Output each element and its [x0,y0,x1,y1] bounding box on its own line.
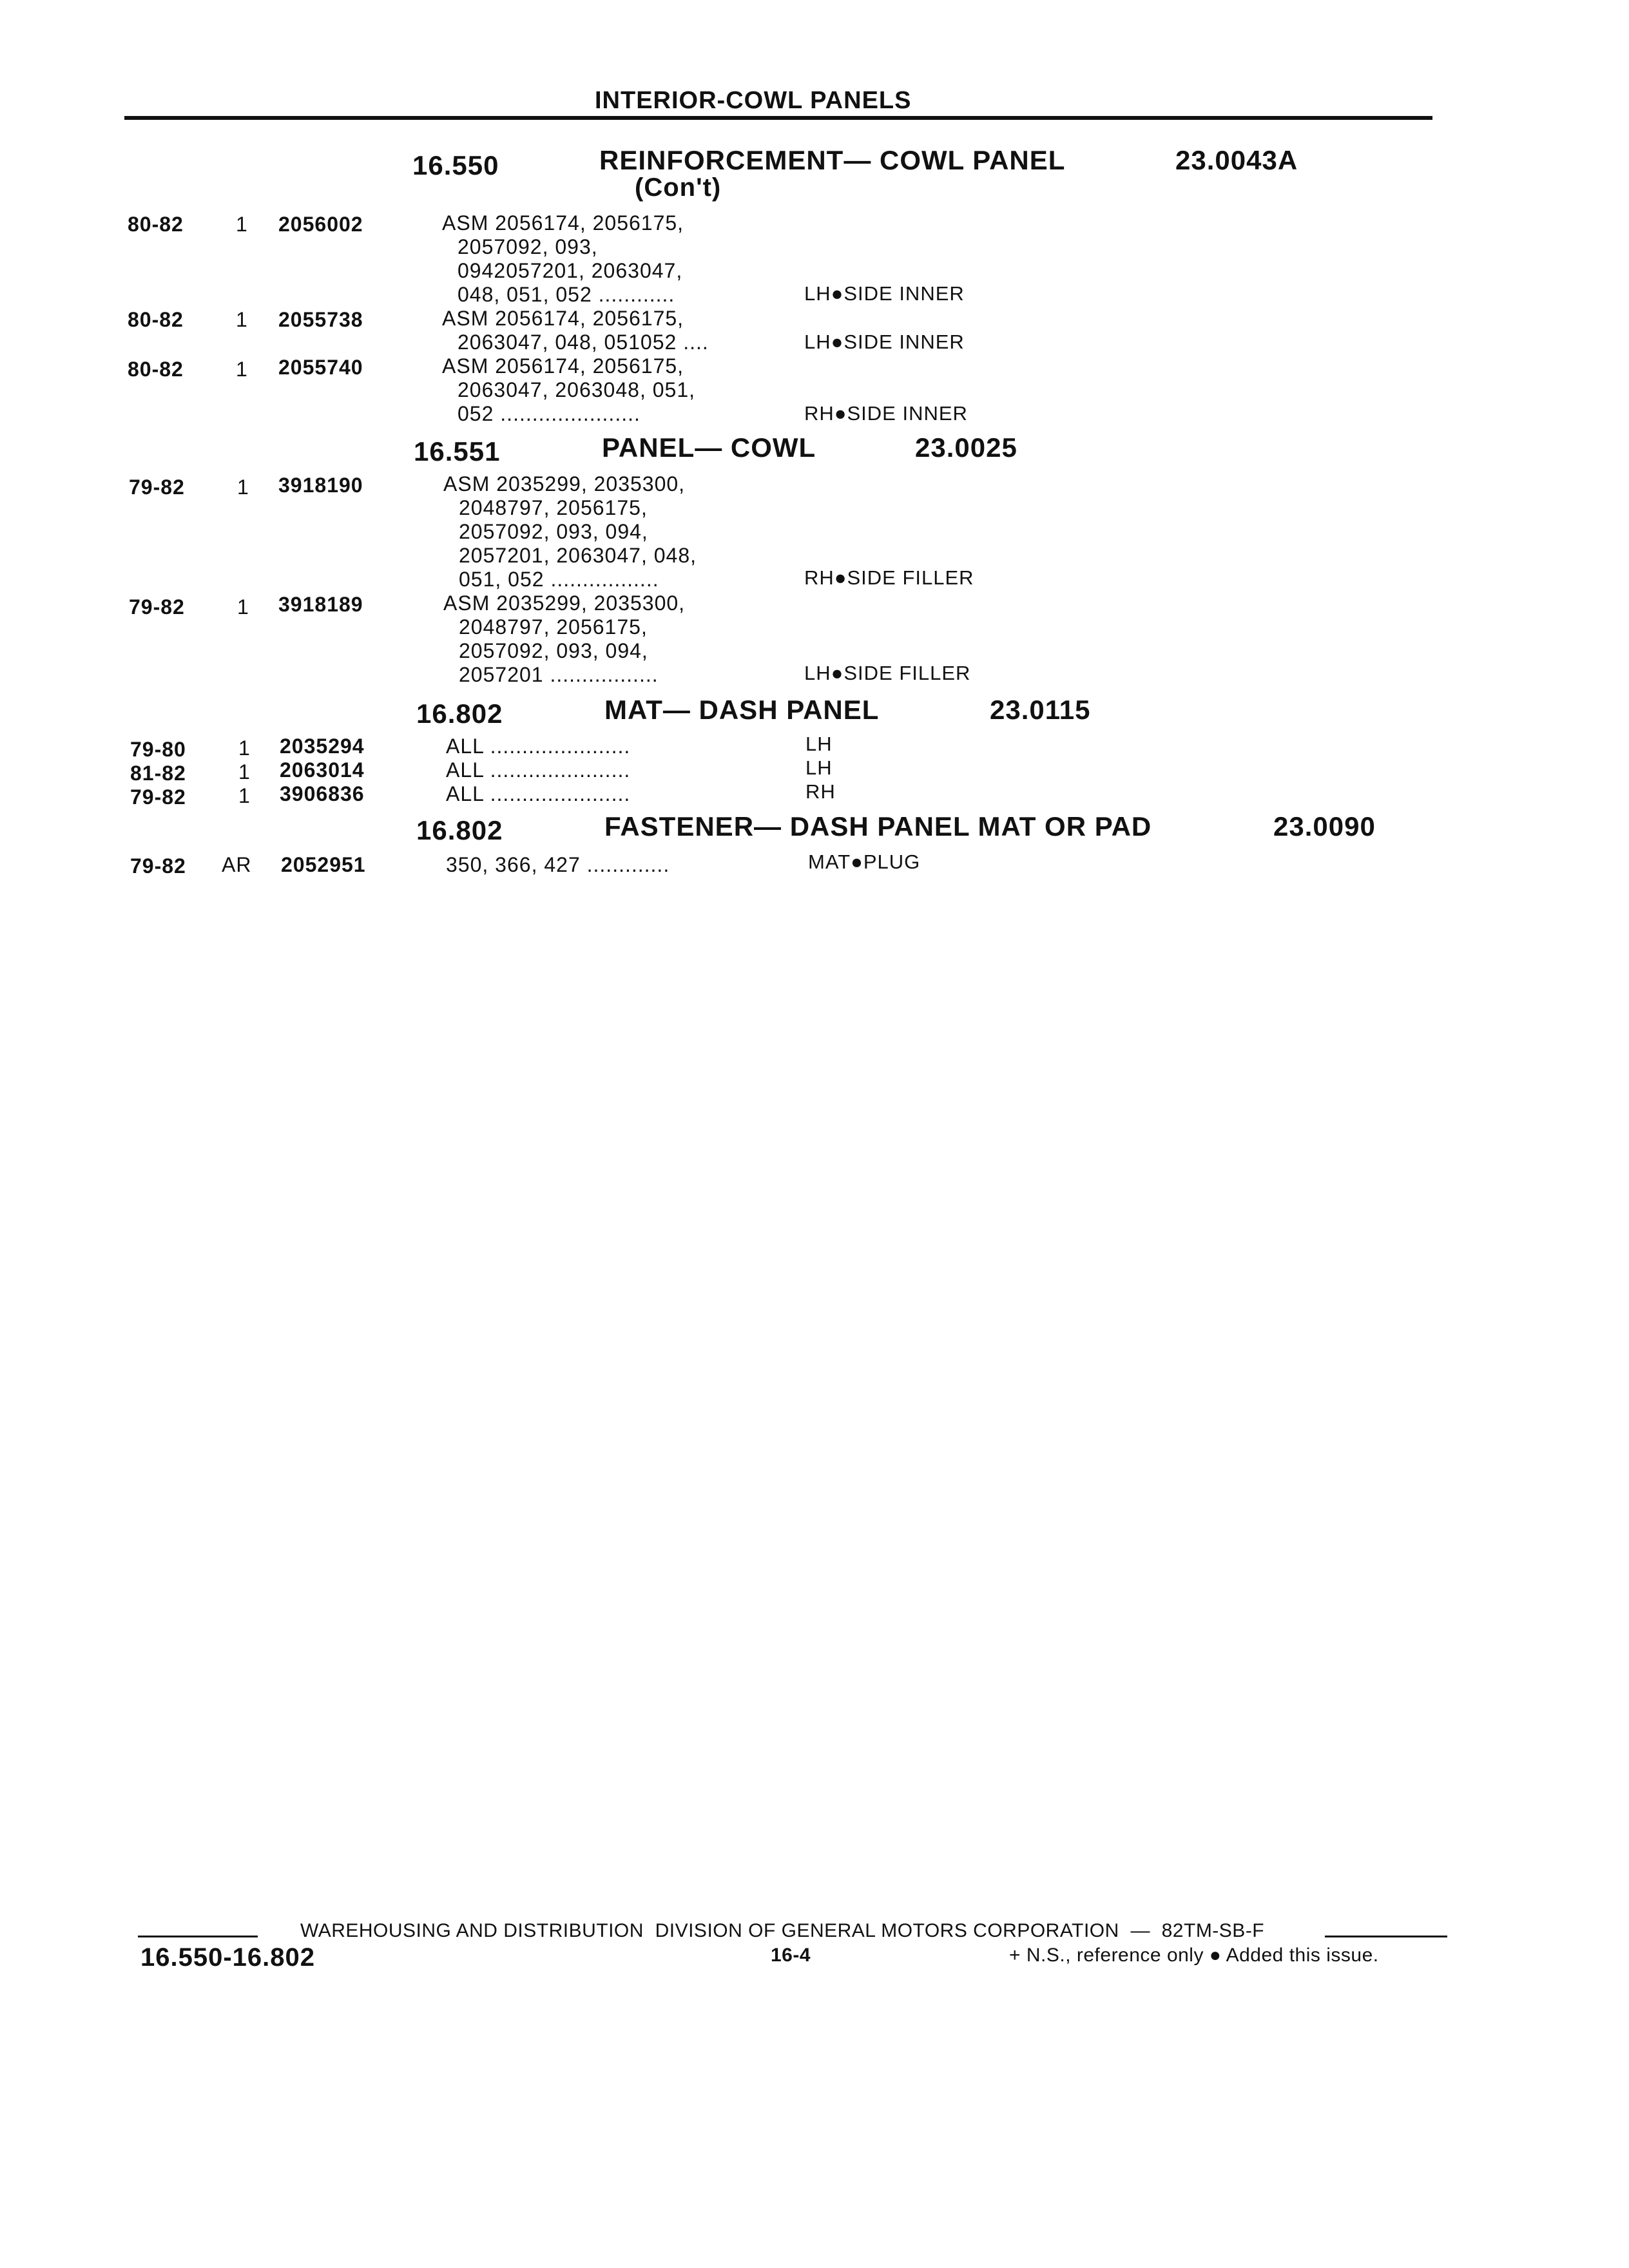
position-note: LH●SIDE INNER [804,282,965,305]
section-title: PANEL— COWL [602,432,816,463]
position-note: LH [805,756,833,779]
description-line: 2048797, 2056175, [459,496,648,519]
section-number: 16.802 [416,698,503,729]
year-range: 79-80 [130,738,186,761]
year-range: 80-82 [128,308,184,331]
position-note: LH [805,733,833,755]
position-note: LH●SIDE FILLER [804,662,971,684]
footer-section-range: 16.550-16.802 [140,1943,316,1972]
year-range: 80-82 [128,358,184,381]
description-line: 048, 051, 052 ............ [458,283,675,306]
part-number: 2055738 [278,308,363,331]
description-line: ASM 2056174, 2056175, [442,307,684,330]
year-range: 80-82 [128,213,184,236]
description-line: 2057092, 093, 094, [459,639,648,662]
section-code: 23.0025 [915,432,1017,463]
year-range: 79-82 [130,785,186,809]
section-code: 23.0043A [1175,145,1298,175]
description-line: 2057201 ................. [459,663,659,686]
position-note: RH●SIDE FILLER [804,566,974,589]
description-line: 2063047, 048, 051052 .... [458,331,709,354]
quantity: 1 [238,760,251,783]
description-line: ALL ...................... [446,735,631,758]
part-number: 2063014 [280,758,365,782]
section-code: 23.0090 [1273,811,1376,841]
section-title: REINFORCEMENT— COWL PANEL [599,145,1066,175]
year-range: 79-82 [129,476,185,499]
footer-legend: + N.S., reference only ● Added this issue. [1009,1945,1379,1966]
position-note: RH●SIDE INNER [804,402,968,425]
quantity: 1 [236,308,248,331]
description-line: ALL ...................... [446,782,631,805]
description-line: 051, 052 ................. [459,568,659,591]
section-number: 16.550 [412,150,499,180]
header-rule [124,116,1432,120]
description-line: ASM 2035299, 2035300, [443,472,686,495]
part-number: 2056002 [278,213,363,236]
quantity: 1 [238,736,251,760]
description-line: 350, 366, 427 ............. [446,853,670,876]
quantity: 1 [236,358,248,381]
description-line: 2063047, 2063048, 051, [458,378,695,401]
footer-corporation: WAREHOUSING AND DISTRIBUTION DIVISION OF GENERAL MOTORS CORPORATION — 82TM-SB-F [300,1920,1265,1941]
footer-rule-right [1325,1936,1447,1937]
page-title: INTERIOR-COWL PANELS [595,87,912,114]
description-line: ALL ...................... [446,758,631,782]
description-line: 0942057201, 2063047, [458,259,683,282]
year-range: 81-82 [130,762,186,785]
part-number: 3918189 [278,593,363,616]
description-line: 052 ...................... [458,402,641,425]
section-code: 23.0115 [990,695,1091,725]
quantity: AR [222,853,252,876]
part-number: 3906836 [280,782,365,805]
position-note: MAT●PLUG [808,850,921,873]
section-number: 16.802 [416,815,503,845]
year-range: 79-82 [130,854,186,878]
description-line: 2048797, 2056175, [459,615,648,639]
quantity: 1 [236,213,248,236]
quantity: 1 [237,595,249,619]
section-title: MAT— DASH PANEL [604,695,880,725]
description-line: ASM 2035299, 2035300, [443,591,686,615]
year-range: 79-82 [129,595,185,619]
part-number: 3918190 [278,474,363,497]
section-subtitle: (Con't) [635,173,722,202]
section-number: 16.551 [414,436,501,466]
description-line: ASM 2056174, 2056175, [442,211,684,235]
part-number: 2035294 [280,735,365,758]
quantity: 1 [238,784,251,807]
description-line: 2057092, 093, [458,235,598,258]
description-line: ASM 2056174, 2056175, [442,354,684,378]
part-number: 2052951 [281,853,366,876]
description-line: 2057201, 2063047, 048, [459,544,697,567]
part-number: 2055740 [278,356,363,379]
quantity: 1 [237,476,249,499]
position-note: LH●SIDE INNER [804,331,965,353]
footer-rule-left [138,1936,258,1937]
footer-page-number: 16-4 [771,1945,811,1966]
section-title: FASTENER— DASH PANEL MAT OR PAD [604,811,1152,841]
description-line: 2057092, 093, 094, [459,520,648,543]
position-note: RH [805,780,836,803]
